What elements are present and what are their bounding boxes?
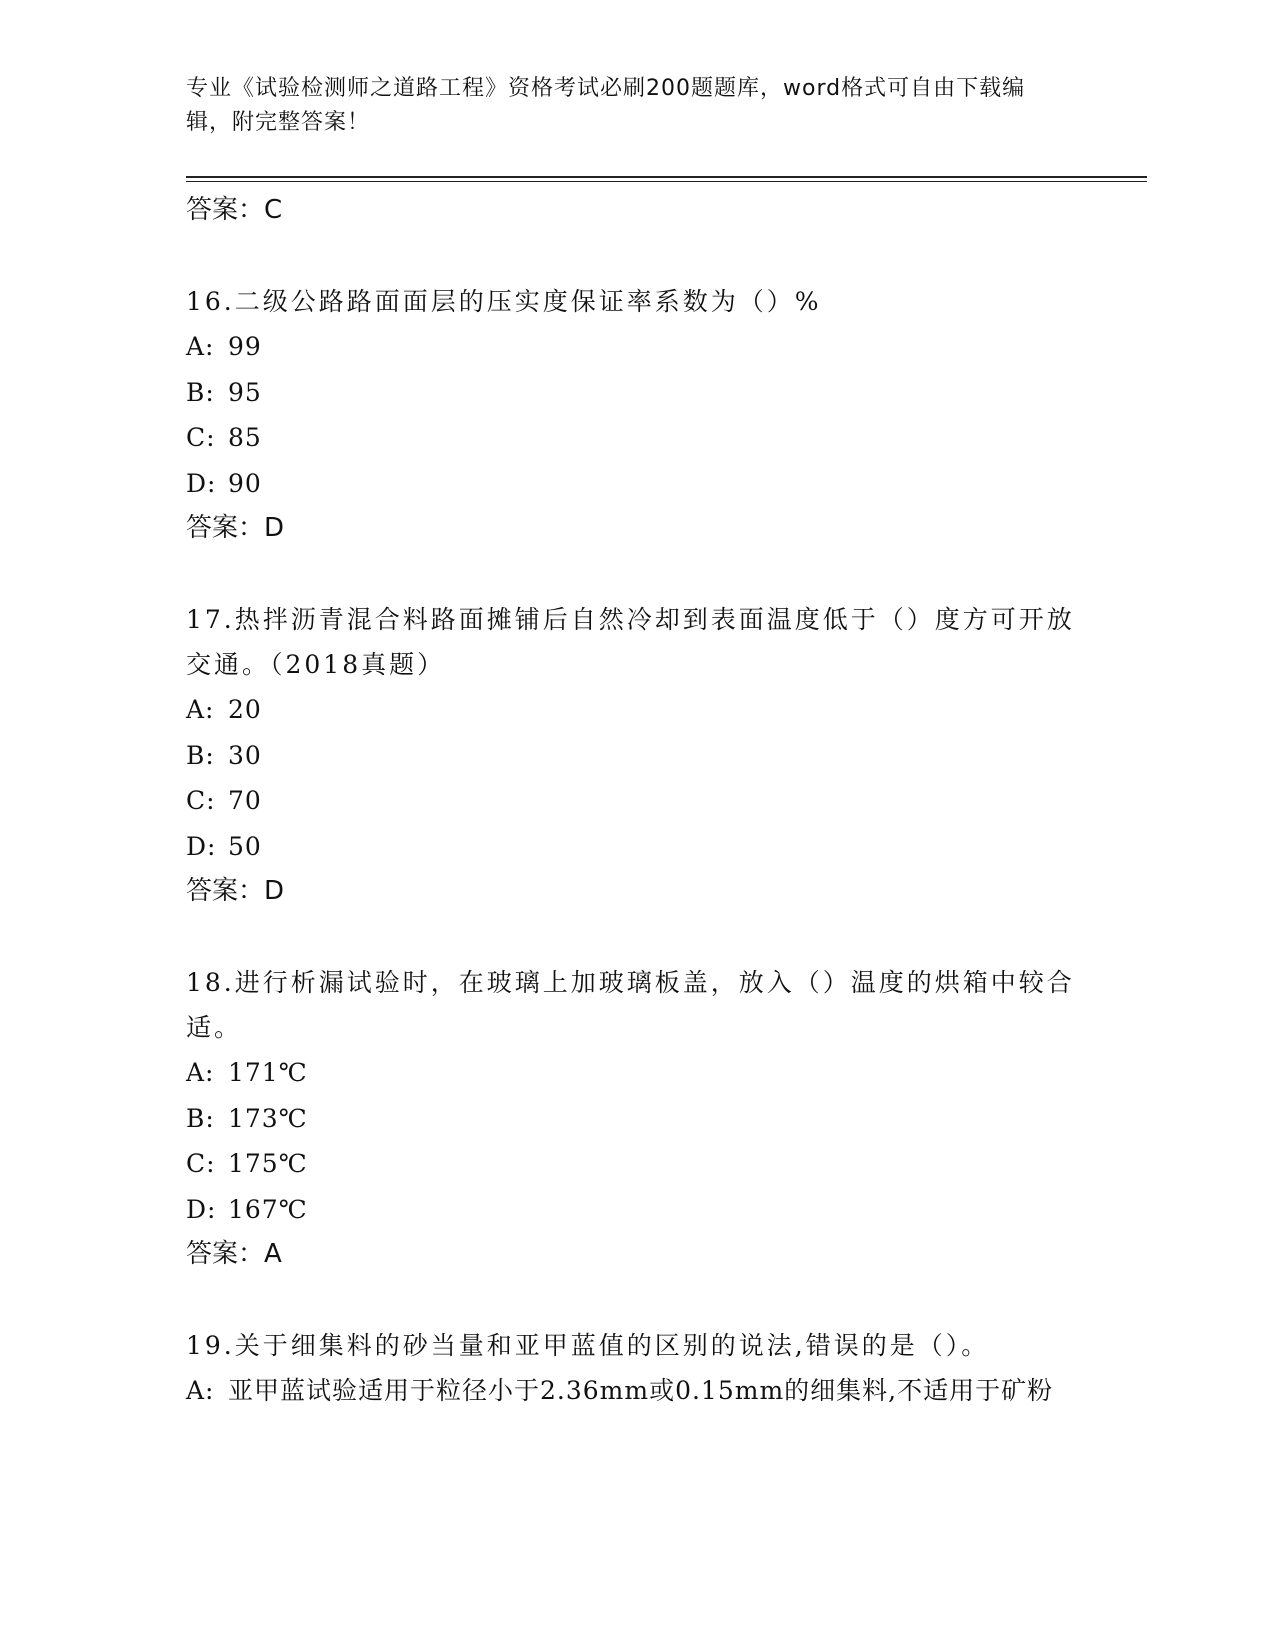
option-line bbox=[186, 1096, 1086, 1142]
option-text: 173℃ bbox=[228, 1103, 308, 1133]
answer-line: 答案：C bbox=[186, 195, 283, 225]
question-text: 19.关于细集料的砂当量和亚甲蓝值的区别的说法,错误的是（）。 bbox=[186, 1331, 990, 1360]
option-letter: D: bbox=[186, 468, 217, 498]
option-text: 70 bbox=[228, 786, 262, 815]
option-letter: C: bbox=[186, 786, 216, 815]
option-letter: D: bbox=[186, 831, 217, 861]
option-line bbox=[186, 1187, 1086, 1233]
option-text: 50 bbox=[228, 831, 262, 861]
header-rule-thin bbox=[186, 181, 1147, 182]
option-text: 175℃ bbox=[228, 1149, 308, 1178]
answer-line: 答案：D bbox=[186, 876, 285, 906]
option-letter: B: bbox=[186, 740, 215, 770]
option-letter: A: bbox=[186, 695, 215, 724]
option-letter: B: bbox=[186, 1103, 215, 1133]
option-line bbox=[186, 733, 1086, 779]
option-line bbox=[186, 1050, 1086, 1096]
spacer bbox=[186, 1277, 1086, 1323]
document-header: 专业《试验检测师之道路工程》资格考试必刷200题题库，word格式可自由下载编辑，附完整答案！ bbox=[186, 76, 1026, 135]
option-text: 亚甲蓝试验适用于粒径小于2.36mm或0.15mm的细集料,不适用于矿粉 bbox=[228, 1376, 1054, 1405]
question-text: 18.进行析漏试验时，在玻璃上加玻璃板盖，放入（）温度的烘箱中较合适。 bbox=[186, 968, 1075, 1042]
option-text: 30 bbox=[228, 740, 262, 770]
document-body bbox=[186, 188, 1086, 1414]
spacer bbox=[186, 914, 1086, 960]
option-line bbox=[186, 461, 1086, 507]
option-line bbox=[186, 1141, 1086, 1187]
question-text: 17.热拌沥青混合料路面摊铺后自然冷却到表面温度低于（）度方可开放交通。（2018真题） bbox=[186, 605, 1075, 679]
option-line bbox=[186, 324, 1086, 370]
option-letter: B: bbox=[186, 377, 215, 407]
option-text: 95 bbox=[228, 377, 262, 407]
option-letter: C: bbox=[186, 423, 216, 452]
option-letter: A: bbox=[186, 1058, 215, 1087]
spacer bbox=[186, 551, 1086, 597]
option-text: 90 bbox=[228, 468, 262, 498]
option-line bbox=[186, 687, 1086, 733]
option-text: 99 bbox=[228, 332, 262, 361]
option-text: 171℃ bbox=[228, 1058, 308, 1087]
option-line bbox=[186, 824, 1086, 870]
question-text: 16.二级公路路面面层的压实度保证率系数为（）% bbox=[186, 287, 822, 316]
option-text: 20 bbox=[228, 695, 262, 724]
option-letter: A: bbox=[186, 332, 215, 361]
option-text: 85 bbox=[228, 423, 262, 452]
answer-line: 答案：A bbox=[186, 1239, 282, 1269]
option-line bbox=[186, 778, 1086, 824]
option-letter: A: bbox=[186, 1376, 215, 1405]
answer-line: 答案：D bbox=[186, 513, 285, 543]
spacer bbox=[186, 233, 1086, 279]
option-text: 167℃ bbox=[228, 1194, 308, 1224]
option-letter: D: bbox=[186, 1194, 217, 1224]
option-line bbox=[186, 370, 1086, 416]
option-letter: C: bbox=[186, 1149, 216, 1178]
option-line bbox=[186, 415, 1086, 461]
option-line bbox=[186, 1368, 1086, 1414]
header-rule-thick bbox=[186, 176, 1147, 178]
